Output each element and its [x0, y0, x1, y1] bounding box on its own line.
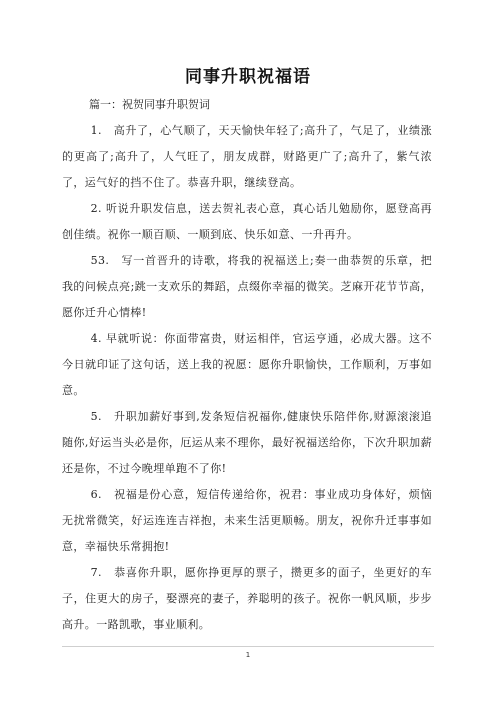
paragraph-7: 7. 恭喜你升职，愿你挣更厚的票子，攒更多的面子，坐更好的车子，住更大的房子，娶漂亮的妻子，养聪明的孩子。祝你一帆风顺，步步高升。一路凯歌，事业顺利。 [62, 566, 432, 631]
section-heading: 篇一：祝贺同事升职贺词 [89, 98, 210, 111]
paragraph-6: 6. 祝福是份心意，短信传递给你，祝君：事业成功身体好，烦恼无扰常微笑，好运连连吉祥抱，未来生活更顺畅。朋友，祝你升迁事事如意，幸福快乐常拥抱! [62, 488, 432, 553]
footer-divider [62, 646, 434, 647]
paragraph-4: 4. 早就听说：你面带富贵，财运相伴，官运亨通，必成大器。这不今日就印证了这句话，送上我的祝愿：愿你升职愉快，工作顺利，万事如意。 [62, 332, 432, 397]
page-title: 同事升职祝福语 [185, 67, 311, 87]
paragraph-1: 1. 高升了，心气顺了，天天愉快年轻了;高升了，气足了，业绩涨的更高了;高升了，人气旺了，朋友成群，财路更广了;高升了，紫气浓了，运气好的挡不住了。恭喜升职，继续登高。 [62, 124, 432, 189]
paragraph-2: 2. 听说升职发信息，送去贺礼表心意，真心话儿勉励你，愿登高再创佳绩。祝你一顺百顺、一顺到底、快乐如意、一升再升。 [62, 202, 432, 241]
page-number: 1 [245, 651, 251, 659]
paragraph-3: 53. 写一首晋升的诗歌，将我的祝福送上;奏一曲恭贺的乐章，把我的问候点亮;跳一支欢乐的舞蹈，点缀你幸福的微笑。芝麻开花节节高，愿你迁升心情棒! [62, 254, 432, 319]
paragraph-5: 5. 升职加薪好事到,发条短信祝福你,健康快乐陪伴你,财源滚滚追随你,好运当头必是你，厄运从来不理你，最好祝福送给你，下次升职加薪还是你，不过今晚埋单跑不了你! [62, 410, 432, 475]
